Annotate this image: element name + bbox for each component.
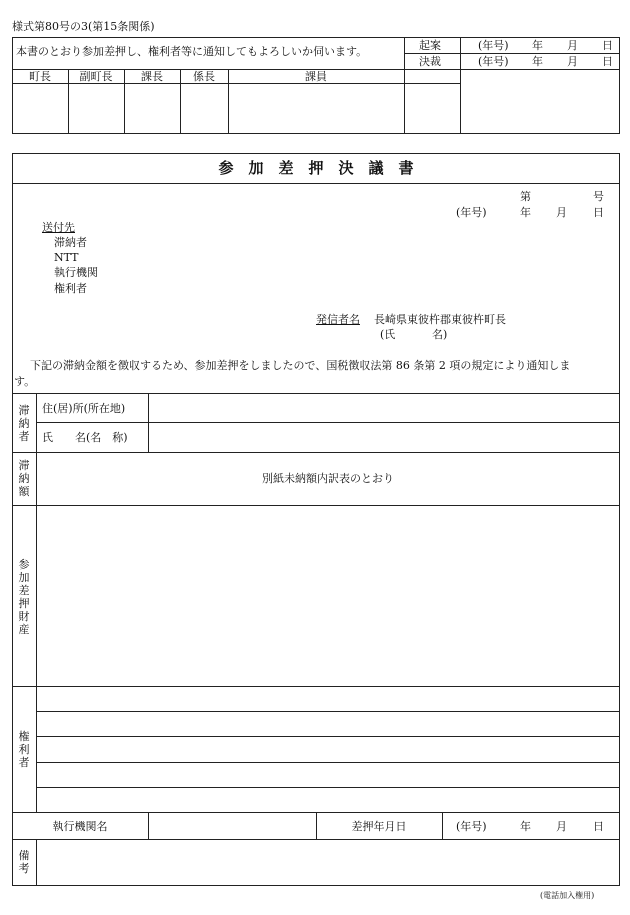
recipient-rights-holder: 権利者 [54, 282, 87, 295]
recipient-agency: 執行機関 [54, 266, 98, 279]
kian-year: 年 [532, 39, 543, 52]
address-field[interactable] [149, 394, 619, 422]
role-subsection-chief: 係長 [193, 70, 215, 83]
body-text-line2: す。 [14, 375, 36, 388]
kessai-era: (年号) [478, 55, 509, 68]
sender-name: 長崎県東彼杵郡東彼杵町長 [374, 313, 506, 326]
kian-day: 日 [602, 39, 613, 52]
stamp-deputy-mayor[interactable] [69, 84, 124, 133]
rights-holder-row[interactable] [37, 737, 619, 762]
recipient-ntt: NTT [54, 251, 79, 264]
delinquent-label: 滞納者 [18, 404, 30, 443]
approval-request-text: 本書のとおり参加差押し、権利者等に通知してもよろしいか伺います。 [16, 45, 368, 58]
stamp-mayor[interactable] [12, 84, 68, 133]
property-label: 参加差押財産 [18, 558, 30, 636]
rights-holder-row[interactable] [37, 712, 619, 736]
remarks-field[interactable] [37, 840, 619, 885]
rights-holder-row[interactable] [37, 687, 619, 711]
amount-text: 別紙未納額内訳表のとおり [262, 472, 394, 485]
doc-number-dai: 第 [520, 190, 531, 203]
role-deputy-mayor: 副町長 [79, 70, 113, 83]
role-section-chief: 課長 [141, 70, 163, 83]
form-number: 様式第80号の3(第15条関係) [12, 20, 155, 33]
doc-date-year: 年 [520, 206, 531, 219]
kian-month: 月 [567, 39, 578, 52]
agency-field[interactable] [149, 813, 316, 839]
kian-era: (年号) [478, 39, 509, 52]
body-text-line1: 下記の滞納金額を徴収するため、参加差押をしましたので、国税徴収法第 86 条第 2 項の規定により通知しま [30, 359, 571, 372]
seizure-date-label: 差押年月日 [351, 820, 407, 833]
rights-holder-row[interactable] [37, 788, 619, 812]
kessai-label: 決裁 [419, 55, 441, 68]
stamp-staff[interactable] [229, 84, 404, 133]
seizure-date-day: 日 [593, 820, 604, 833]
rights-holder-label: 権利者 [18, 730, 30, 769]
stamp-subsection-chief[interactable] [181, 84, 228, 133]
name-label: 氏 名(名 称) [42, 431, 128, 444]
remarks-label: 備考 [18, 849, 30, 875]
role-staff: 課員 [305, 70, 327, 83]
sender-label: 発信者名 [316, 313, 360, 326]
kessai-year: 年 [532, 55, 543, 68]
kessai-day: 日 [602, 55, 613, 68]
rights-holder-row[interactable] [37, 763, 619, 787]
seizure-date-year: 年 [520, 820, 531, 833]
doc-number-go: 号 [593, 190, 604, 203]
doc-date-era: (年号) [456, 206, 487, 219]
amount-label: 滞納額 [18, 459, 30, 498]
address-label: 住(居)所(所在地) [42, 402, 126, 415]
recipients-label: 送付先 [42, 221, 75, 234]
doc-date-month: 月 [556, 206, 567, 219]
kessai-month: 月 [567, 55, 578, 68]
footnote: (電話加入権用) [540, 891, 595, 900]
role-mayor: 町長 [29, 70, 51, 83]
stamp-section-chief[interactable] [125, 84, 180, 133]
kian-label: 起案 [419, 39, 441, 52]
agency-label: 執行機関名 [52, 820, 108, 833]
document-title: 参 加 差 押 決 議 書 [218, 159, 414, 177]
sender-mei: 名) [432, 328, 448, 341]
property-field[interactable] [37, 506, 619, 686]
recipient-delinquent: 滞納者 [54, 236, 87, 249]
name-field[interactable] [149, 423, 619, 452]
sender-shi: (氏 [380, 328, 396, 341]
doc-date-day: 日 [593, 206, 604, 219]
seizure-date-era: (年号) [456, 820, 487, 833]
seizure-date-month: 月 [556, 820, 567, 833]
